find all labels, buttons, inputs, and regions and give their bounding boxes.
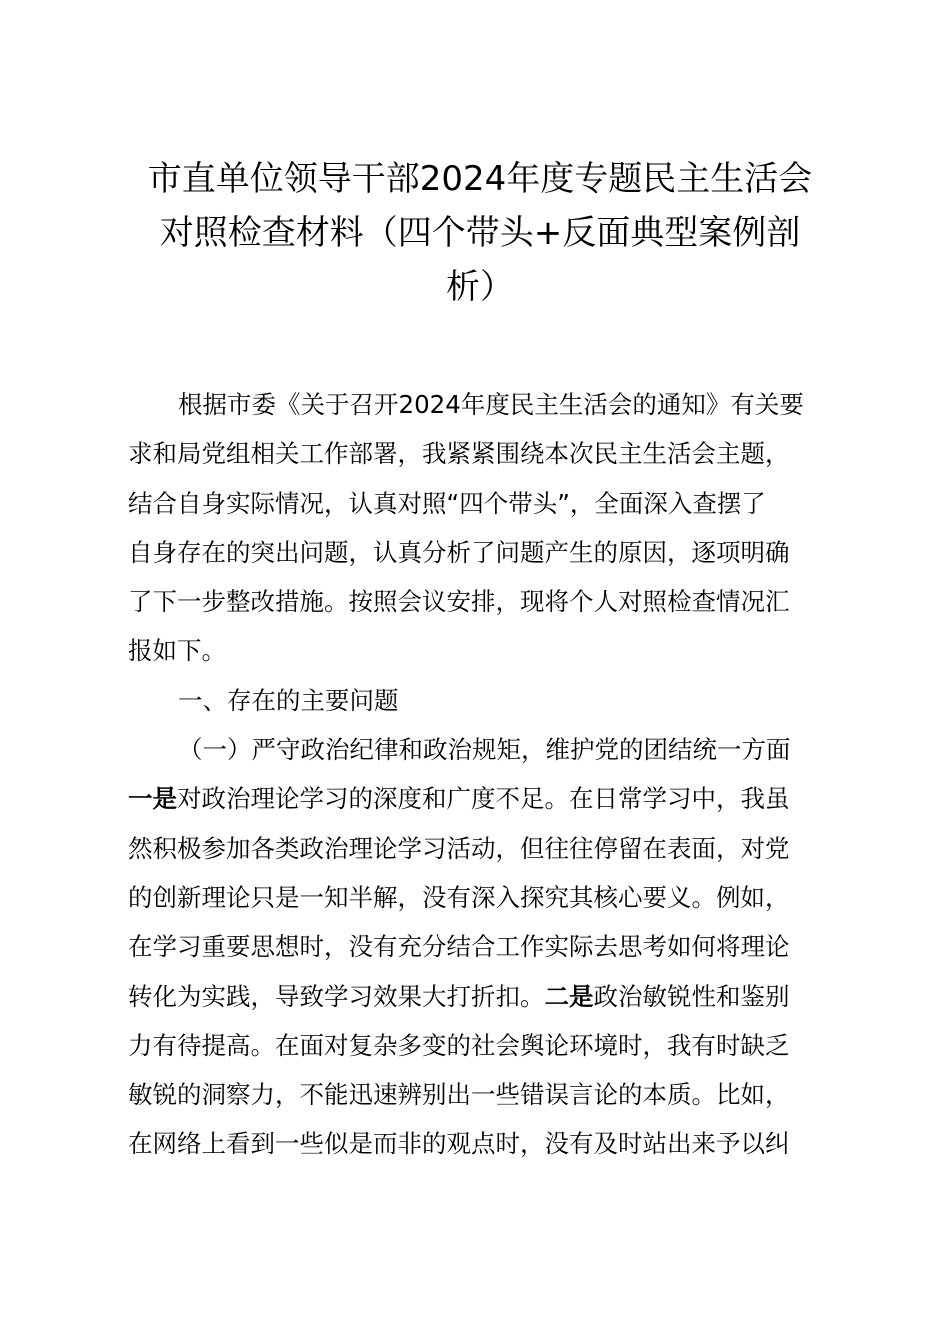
intro-line: 结合自身实际情况，认真对照“四个带头”，全面深入查摆了 [128,488,766,518]
line-text: 在学习重要思想时，没有充分结合工作实际去思考如何将理论 [128,932,790,962]
point-marker: 一是 [128,784,177,814]
paragraph-line [128,774,843,823]
line-text: 转化为实践，导致学习效果大打折扣。 [128,981,545,1011]
paragraph-line [128,1070,843,1119]
intro-line: 求和局党组相关工作部署，我紧紧围绕本次民主生活会主题， [128,439,790,469]
paragraph-line [128,972,843,1021]
paragraph-line [128,1021,843,1070]
line-text: 对政治理论学习的深度和广度不足。在日常学习中，我虽 [177,784,790,814]
title-line: 市直单位领导干部2024年度专题民主生活会 [147,159,813,199]
line-text: 然积极参加各类政治理论学习活动，但往往停留在表面，对党 [128,833,790,863]
title-line: 对照检查材料（四个带头+反面典型案例剖 [159,213,801,253]
point-marker: 二是 [544,981,594,1011]
intro-line: 自身存在的突出问题，认真分析了问题产生的原因，逐项明确 [128,537,790,567]
intro-line: 了下一步整改措施。按照会议安排，现将个人对照检查情况汇 [128,587,790,617]
line-text: 政治敏锐性和鉴别 [593,981,790,1011]
intro-line: 根据市委《关于召开2024年度民主生活会的通知》有关要 [178,390,804,419]
subsection-heading: （一）严守政治纪律和政治规矩，维护党的团结统一方面 [178,735,791,765]
line-text: 敏锐的洞察力，不能迅速辨别出一些错误言论的本质。比如， [128,1080,790,1110]
paragraph-line [128,873,843,922]
document-title [120,152,840,314]
section-heading: 一、存在的主要问题 [178,685,399,715]
line-text: 力有待提高。在面对复杂多变的社会舆论环境时，我有时缺乏 [128,1030,790,1060]
intro-line: 报如下。 [128,636,226,666]
title-line: 析） [446,267,514,307]
paragraph-line [128,824,843,873]
paragraph-line [128,922,843,971]
line-text: 在网络上看到一些似是而非的观点时，没有及时站出来予以纠 [128,1129,790,1159]
paragraph-line [128,1119,843,1168]
line-text: 的创新理论只是一知半解，没有深入探究其核心要义。例如， [128,882,790,912]
document-body [128,380,843,1169]
